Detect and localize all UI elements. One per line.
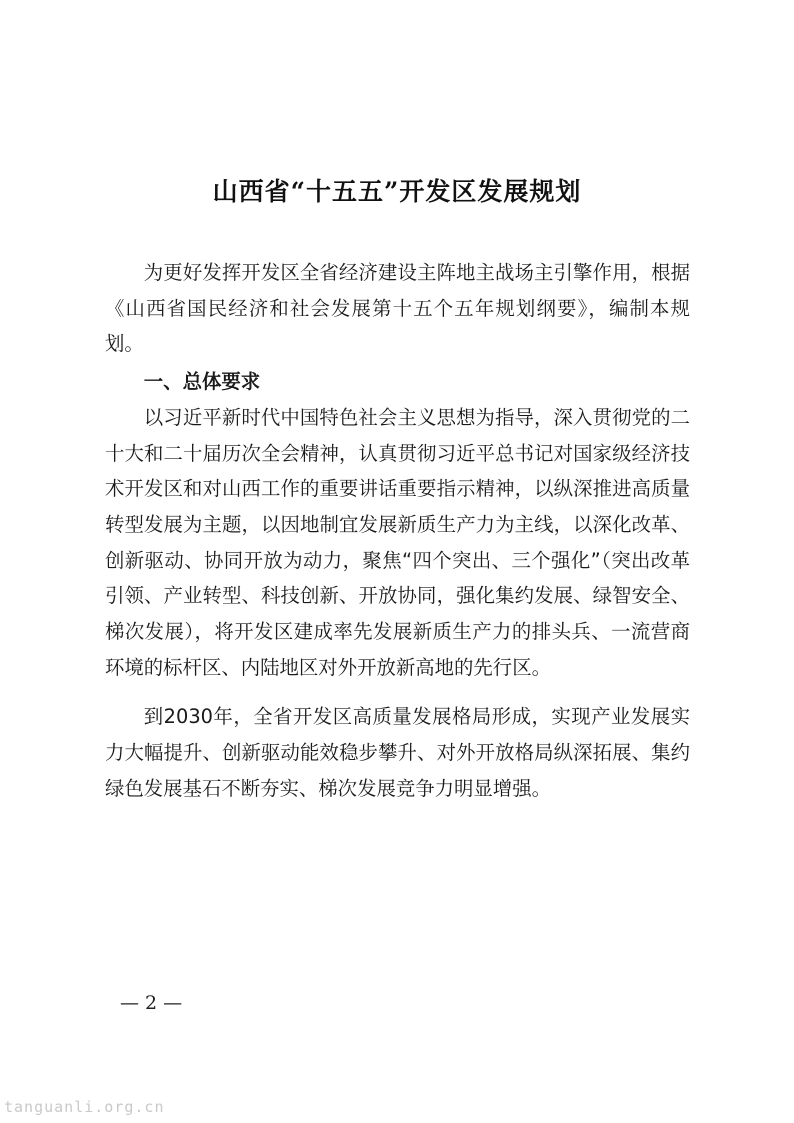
guiding-principles-paragraph: 以习近平新时代中国特色社会主义思想为指导，深入贯彻党的二十大和二十届历次全会精神，认真贯彻习近平总书记对国家级经济技术开发区和对山西工作的重要讲话重要指示精神，以纵深推进高质量转型发展为主题，以因地制宜发展新质生产力为主线，以深化改革、创新驱动、协同开放为动力，聚焦“四个突出、三个强化”（突出改革引领、产业转型、科技创新、开放协同，强化集约发展、绿智安全、梯次发展），将开发区建成率先发展新质生产力的排头兵、一流营商环境的标杆区、内陆地区对外开放新高地的先行区。: [105, 405, 690, 679]
document-title: 山西省“十五五”开发区发展规划: [212, 177, 582, 206]
watermark: tanguanli.org.cn: [4, 1098, 165, 1116]
document-body: [105, 255, 690, 807]
goals-paragraph: 到2030年，全省开发区高质量发展格局形成，实现产业发展实力大幅提升、创新驱动能效稳步攀升、对外开放格局纵深拓展、集约绿色发展基石不断夯实、梯次发展竞争力明显增强。: [105, 705, 690, 800]
intro-paragraph: 为更好发挥开发区全省经济建设主阵地主战场主引擎作用，根据《山西省国民经济和社会发展第十五个五年规划纲要》，编制本规划。: [105, 261, 690, 356]
page-number: — 2 —: [120, 992, 183, 1014]
section-heading: 一、总体要求: [143, 370, 261, 394]
